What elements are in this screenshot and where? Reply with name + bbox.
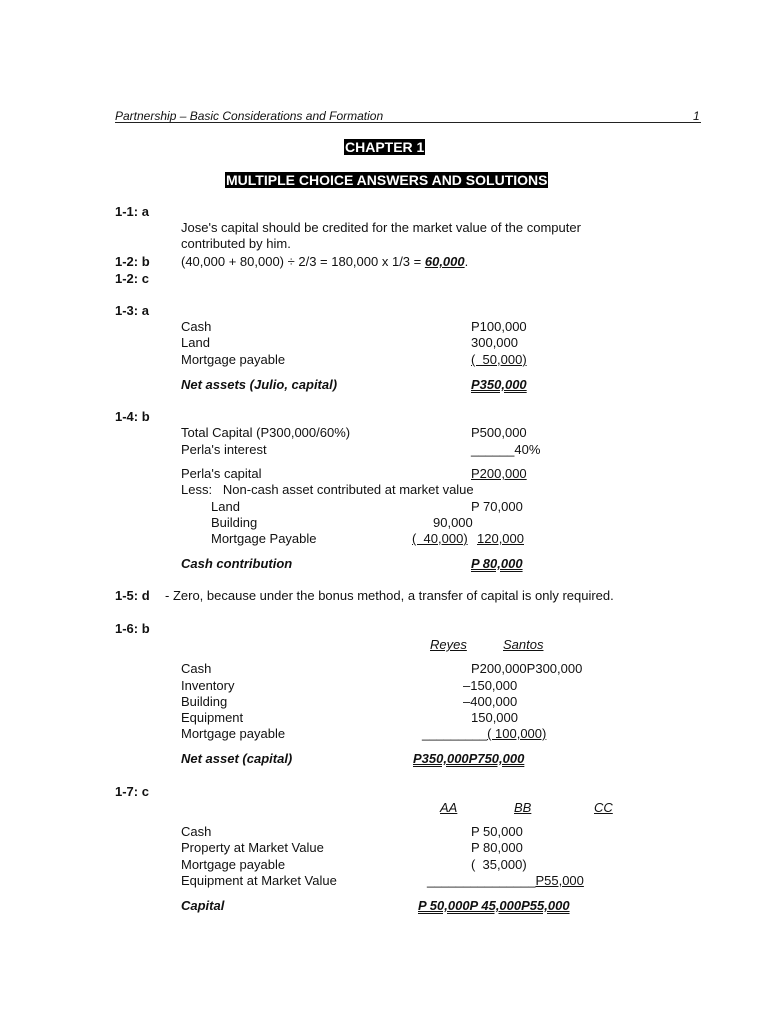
line-amount [427, 873, 584, 889]
computation-answer: 60,000 [424, 254, 465, 269]
answer-text: contributed by him. [181, 236, 291, 251]
section-heading [225, 172, 548, 189]
line-item: Cash [181, 661, 212, 676]
column-header: Reyes [430, 637, 467, 652]
column-header: AA [440, 800, 458, 815]
chapter-title: CHAPTER 1 [345, 139, 425, 155]
line-amount: 300,000 [471, 335, 518, 350]
computation-tail: . [464, 254, 469, 269]
amount-value: P55,000 [535, 873, 584, 888]
question-label: 1-6: b [115, 621, 150, 636]
question-label: 1-1: a [115, 204, 149, 219]
total-amount: P350,000P750,000 [413, 751, 525, 766]
line-amount: P 50,000 [471, 824, 523, 839]
total-label: Capital [181, 898, 225, 913]
column-header: BB [514, 800, 532, 815]
section-title: MULTIPLE CHOICE ANSWERS AND SOLUTIONS [226, 172, 548, 188]
line-amount: ( 50,000) [471, 352, 527, 367]
line-item: Total Capital (P300,000/60%) [181, 425, 351, 440]
line-amount: P200,000 [471, 466, 527, 481]
amount-value: ( 100,000) [487, 726, 547, 741]
computation-text: (40,000 + 80,000) ÷ 2/3 = 180,000 x 1/3 = [181, 254, 425, 269]
line-amount: 90,000 [433, 515, 473, 530]
line-item: Perla's capital [181, 466, 262, 481]
line-amount: –400,000 [463, 694, 518, 709]
line-item: Mortgage Payable [211, 531, 317, 546]
header-rule [115, 122, 701, 123]
underline-blank: ______ [471, 442, 515, 457]
line-amount: ( 40,000) [412, 531, 468, 546]
total-amount: P 50,000P 45,000P55,000 [418, 898, 570, 913]
line-item: Land [181, 335, 210, 350]
column-header: Santos [503, 637, 544, 652]
chapter-heading [344, 139, 425, 156]
underline-blank: _________ [422, 726, 488, 741]
line-item: Equipment [181, 710, 244, 725]
line-item: Equipment at Market Value [181, 873, 337, 888]
line-amount: –150,000 [463, 678, 518, 693]
line-amount [471, 442, 540, 458]
line-item: Cash [181, 319, 212, 334]
line-item: Property at Market Value [181, 840, 324, 855]
question-label: 1-2: c [115, 271, 149, 286]
line-item: Building [181, 694, 228, 709]
line-amount: ( 35,000) [471, 857, 527, 872]
line-item: Mortgage payable [181, 857, 286, 872]
page-number: 1 [693, 109, 700, 123]
percent-value: 40% [514, 442, 541, 457]
line-amount: P500,000 [471, 425, 527, 440]
line-item: Cash [181, 824, 212, 839]
line-total: 120,000 [477, 531, 524, 546]
question-label: 1-2: b [115, 254, 150, 269]
total-label: Net assets (Julio, capital) [181, 377, 338, 392]
question-label: 1-7: c [115, 784, 149, 799]
line-amount: P200,000P300,000 [471, 661, 583, 676]
line-amount: P 70,000 [471, 499, 523, 514]
running-header-title: Partnership – Basic Considerations and Formation [115, 109, 384, 123]
question-label: 1-5: d [115, 588, 150, 603]
line-amount: P100,000 [471, 319, 527, 334]
line-item: Perla's interest [181, 442, 267, 457]
total-label: Cash contribution [181, 556, 293, 571]
line-item: Inventory [181, 678, 235, 693]
computation-line [181, 254, 468, 270]
answer-text: Jose's capital should be credited for the market value of the computer [181, 220, 581, 235]
total-amount: P 80,000 [471, 556, 523, 571]
underline-blank: _______________ [427, 873, 536, 888]
line-amount [422, 726, 546, 742]
answer-text: - Zero, because under the bonus method, a transfer of capital is only required. [165, 588, 614, 603]
line-item: Mortgage payable [181, 726, 286, 741]
line-amount: P 80,000 [471, 840, 523, 855]
line-amount: 150,000 [471, 710, 518, 725]
line-item: Land [211, 499, 240, 514]
total-label: Net asset (capital) [181, 751, 293, 766]
less-line: Less: Non-cash asset contributed at market value [181, 482, 474, 497]
total-amount: P350,000 [471, 377, 527, 392]
column-header: CC [594, 800, 613, 815]
question-label: 1-4: b [115, 409, 150, 424]
line-item: Building [211, 515, 258, 530]
line-item: Mortgage payable [181, 352, 286, 367]
question-label: 1-3: a [115, 303, 149, 318]
